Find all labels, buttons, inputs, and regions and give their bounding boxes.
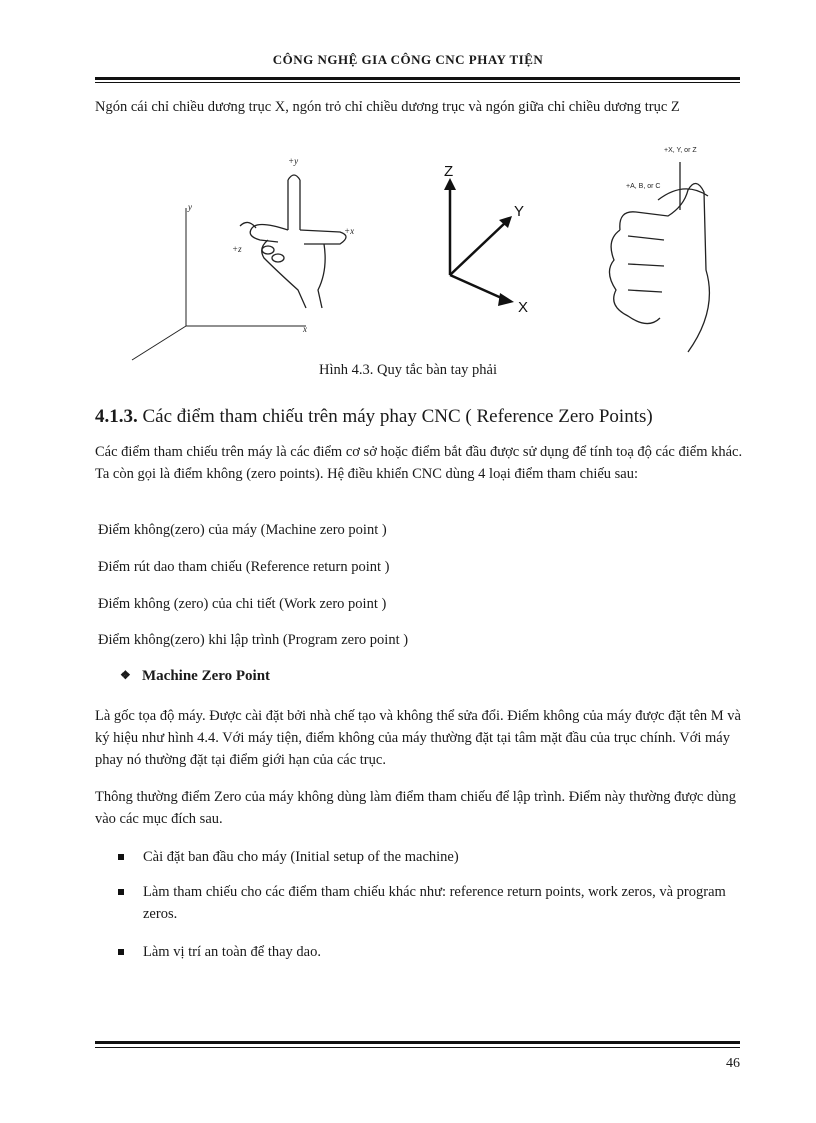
point-type-item: Điểm rút dao tham chiếu (Reference return point ) [98,559,390,575]
left-plus-y-label: +y [288,156,299,166]
figure-caption: Hình 4.3. Quy tắc bàn tay phải [319,362,497,378]
page-number: 46 [726,1056,740,1071]
section-title: Các điểm tham chiếu trên máy phay CNC ( Reference Zero Points) [142,406,653,427]
figure-illustration [128,140,748,365]
axes-xyz-middle [444,178,514,306]
section-number: 4.1.3. [95,406,138,427]
left-plus-x-label: +x [344,226,355,236]
left-x-label: x [303,324,307,334]
page-header-title: CÔNG NGHỆ GIA CÔNG CNC PHAY TIỆN [272,52,544,67]
point-type-item: Điểm không(zero) khi lập trình (Program zero point ) [98,632,409,648]
list-item-text: Làm vị trí an toàn để thay dao. [143,944,321,960]
square-bullet-icon [118,854,124,860]
right-axis-label: +X, Y, or Z [664,147,697,154]
square-bullet-icon [118,949,124,955]
header-rule-thin [95,82,740,83]
machine-zero-subheading [120,668,270,685]
machine-zero-paragraph: Là gốc tọa độ máy. Được cài đặt bởi nhà chế tạo và không thể sửa đổi. Điểm không của máy được đặt tên M và ký hiệu như hình 4.4. Với máy tiện, điểm không của máy thường đặt tại tâm mặt đầu của trục chính. Với máy phay nó thường đặt tại điểm giới hạn của các trục. [95,708,741,768]
right-hand-rule-figure [128,140,748,365]
axes-3d-left [132,208,306,360]
point-type-item: Điểm không(zero) của máy (Machine zero point ) [98,522,387,538]
fist-sketch-right [609,162,709,352]
point-type-item: Điểm không (zero) của chi tiết (Work zero point ) [98,596,387,612]
list-item-text: Cài đặt ban đầu cho máy (Initial setup of the machine) [143,849,459,865]
list-item-text: Làm tham chiếu cho các điểm tham chiếu khác như: reference return points, work zeros, và program zeros. [143,884,726,922]
footer-rule-thin [95,1047,740,1048]
hand-sketch-left [240,175,346,308]
right-rotation-label: +A, B, or C [626,183,661,190]
diamond-bullet-icon: ❖ [120,668,131,682]
middle-x-label: X [518,299,529,316]
middle-z-label: Z [444,163,454,180]
header-rule-thick [95,77,740,80]
left-y-label: y [188,202,192,212]
left-plus-z-label: +z [232,244,242,254]
intro-paragraph: Ngón cái chỉ chiều dương trục X, ngón trỏ chỉ chiều dương trục và ngón giữa chỉ chiều dương trục Z [95,99,680,115]
middle-y-label: Y [514,203,525,220]
zero-usage-paragraph: Thông thường điểm Zero của máy không dùng làm điểm tham chiếu để lập trình. Điểm này thường được dùng vào các mục đích sau. [95,789,736,827]
square-bullet-icon [118,889,124,895]
subheading-text: Machine Zero Point [142,668,271,684]
section-heading [95,406,755,428]
reference-points-paragraph: Các điểm tham chiếu trên máy là các điểm cơ sở hoặc điểm bắt đầu được sử dụng để tính toạ độ các điểm khác. Ta còn gọi là điểm không (zero points). Hệ điều khiển CNC dùng 4 loại điểm tham chiếu sau: [95,444,743,482]
footer-rule-thick [95,1041,740,1044]
